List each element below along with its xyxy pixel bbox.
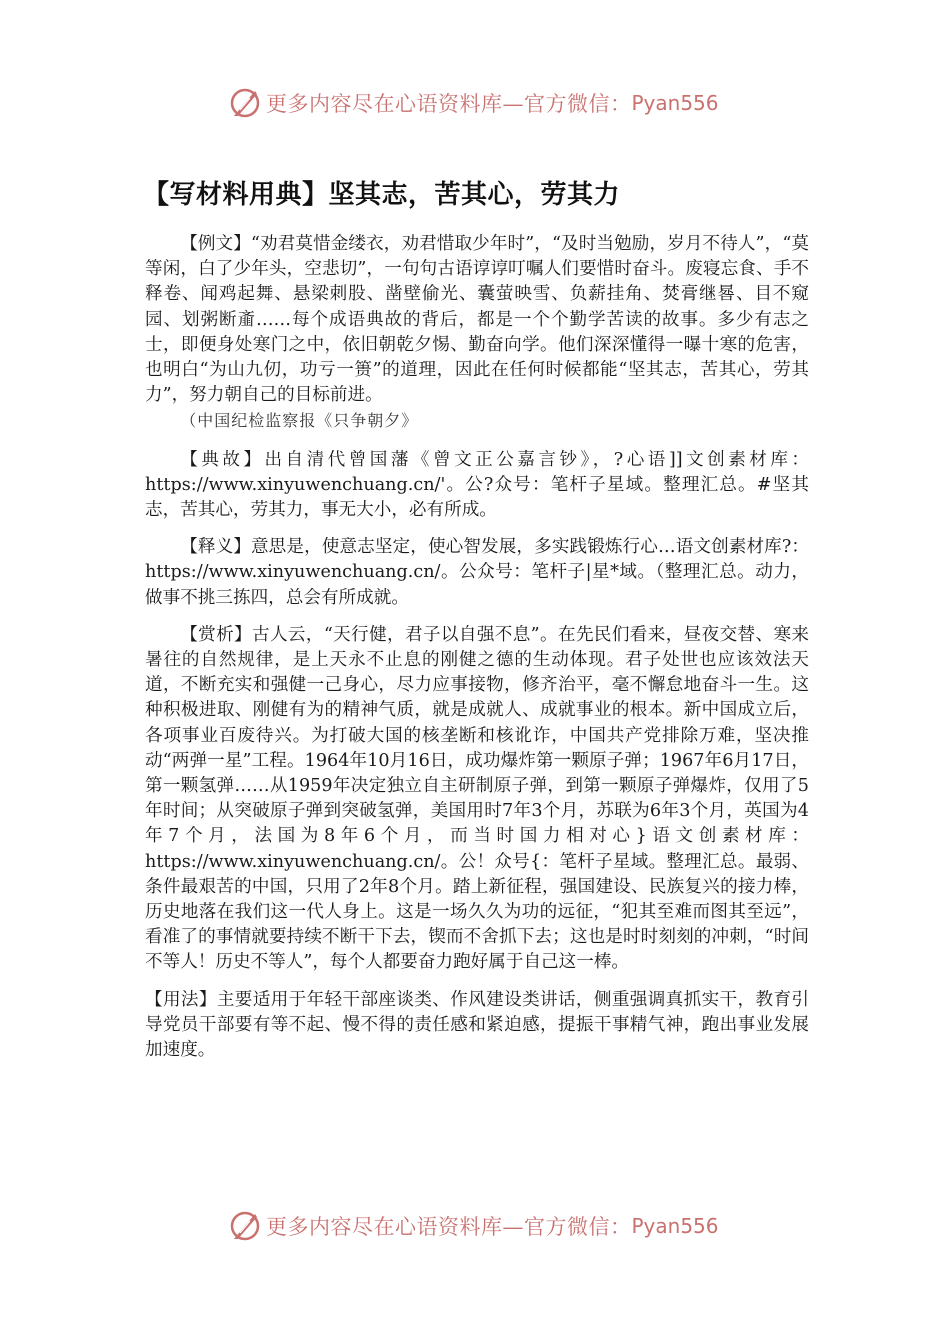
example-text: 【例文】“劝君莫惜金缕衣，劝君惜取少年时”，“及时当勉励，岁月不待人”，“莫等闲，白了少年头，空悲切”，一句句古语谆谆叮嘱人们要惜时奋斗。废寝忘食、手不释卷、闻鸡起舞、悬梁刺股、凿壁偷光、囊萤映雪、负薪挂角、焚膏继晷、目不窥园、划粥断齑……每个成语典故的背后，都是一个个勤学苦读的故事。多少有志之士，即便身处寒门之中，依旧朝乾夕惕、勤奋向学。他们深深懂得一曝十寒的危害，也明白“为山九仞，功亏一篑”的道理，因此在任何时候都能“坚其志，苦其心，劳其力”，努力朝自己的目标前进。 — [145, 234, 809, 406]
quill-logo-icon — [228, 1209, 262, 1243]
example-paragraph — [145, 232, 809, 434]
banner-wechat-id: Pyan556 — [631, 1214, 719, 1238]
quill-logo-icon — [228, 86, 262, 120]
article-body — [145, 232, 809, 1075]
page-title: 【写材料用典】坚其志，苦其心，劳其力 — [143, 180, 621, 210]
banner-text: 更多内容尽在心语资料库—官方微信： — [266, 92, 632, 116]
analysis-paragraph: 【赏析】古人云，“天行健，君子以自强不息”。在先民们看来，昼夜交替、寒来暑往的自然规律，是上天永不止息的刚健之德的生动体现。君子处世也应该效法天道，不断充实和强健一己身心，尽力应事接物，修齐治平，毫不懈怠地奋斗一生。这种积极进取、刚健有为的精神气质，就是成就人、成就事业的根本。新中国成立后，各项事业百废待兴。为打破大国的核垄断和核讹诈，中国共产党排除万难，坚决推动“两弹一星”工程。1964年10月16日，成功爆炸第一颗原子弹；1967年6月17日，第一颗氢弹……从1959年决定独立自主研制原子弹，到第一颗原子弹爆炸，仅用了5年时间；从突破原子弹到突破氢弹，美国用时7年3个月，苏联为6年3个月，英国为4年7个月，法国为8年6个月，而当时国力相对心}语文创素材库：https://www.xinyuwenchuang.cn/。公！众号{：笔杆子星域。整理汇总。最弱、条件最艰苦的中国，只用了2年8个月。踏上新征程，强国建设、民族复兴的接力棒，历史地落在我们这一代人身上。这是一场久久为功的远征，“犯其至难而图其至远”，看准了的事情就要持续不断干下去，锲而不舍抓下去；这也是时时刻刻的冲刺，“时间不等人！历史不等人”，每个人都要奋力跑好属于自己这一棒。 — [145, 624, 809, 973]
footer-banner — [228, 1209, 719, 1243]
usage-paragraph: 【用法】主要适用于年轻干部座谈类、作风建设类讲话，侧重强调真抓实干，教育引导党员干部要有等不起、慢不得的责任感和紧迫感，提振干事精气神，跑出事业发展加速度。 — [145, 989, 809, 1061]
banner-wechat-id: Pyan556 — [631, 91, 719, 115]
header-banner — [228, 86, 719, 120]
allusion-paragraph: 【典故】出自清代曾国藩《曾文正公嘉言钞》，?心语]]文创素材库：https://www.xinyuwenchuang.cn/'。公?众号：笔杆子星域。整理汇总。#坚其志，苦其心，劳其力，事无大小，必有所成。 — [145, 449, 809, 521]
meaning-paragraph: 【释义】意思是，使意志坚定，使心智发展，多实践锻炼行心…语文创素材库?：https://www.xinyuwenchuang.cn/。公众号：笔杆子|星*域。（整理汇总。动力，做事不挑三拣四，总会有所成就。 — [145, 537, 809, 608]
banner-text: 更多内容尽在心语资料库—官方微信： — [266, 1215, 632, 1239]
example-source: （中国纪检监察报《只争朝夕》 — [180, 411, 419, 431]
